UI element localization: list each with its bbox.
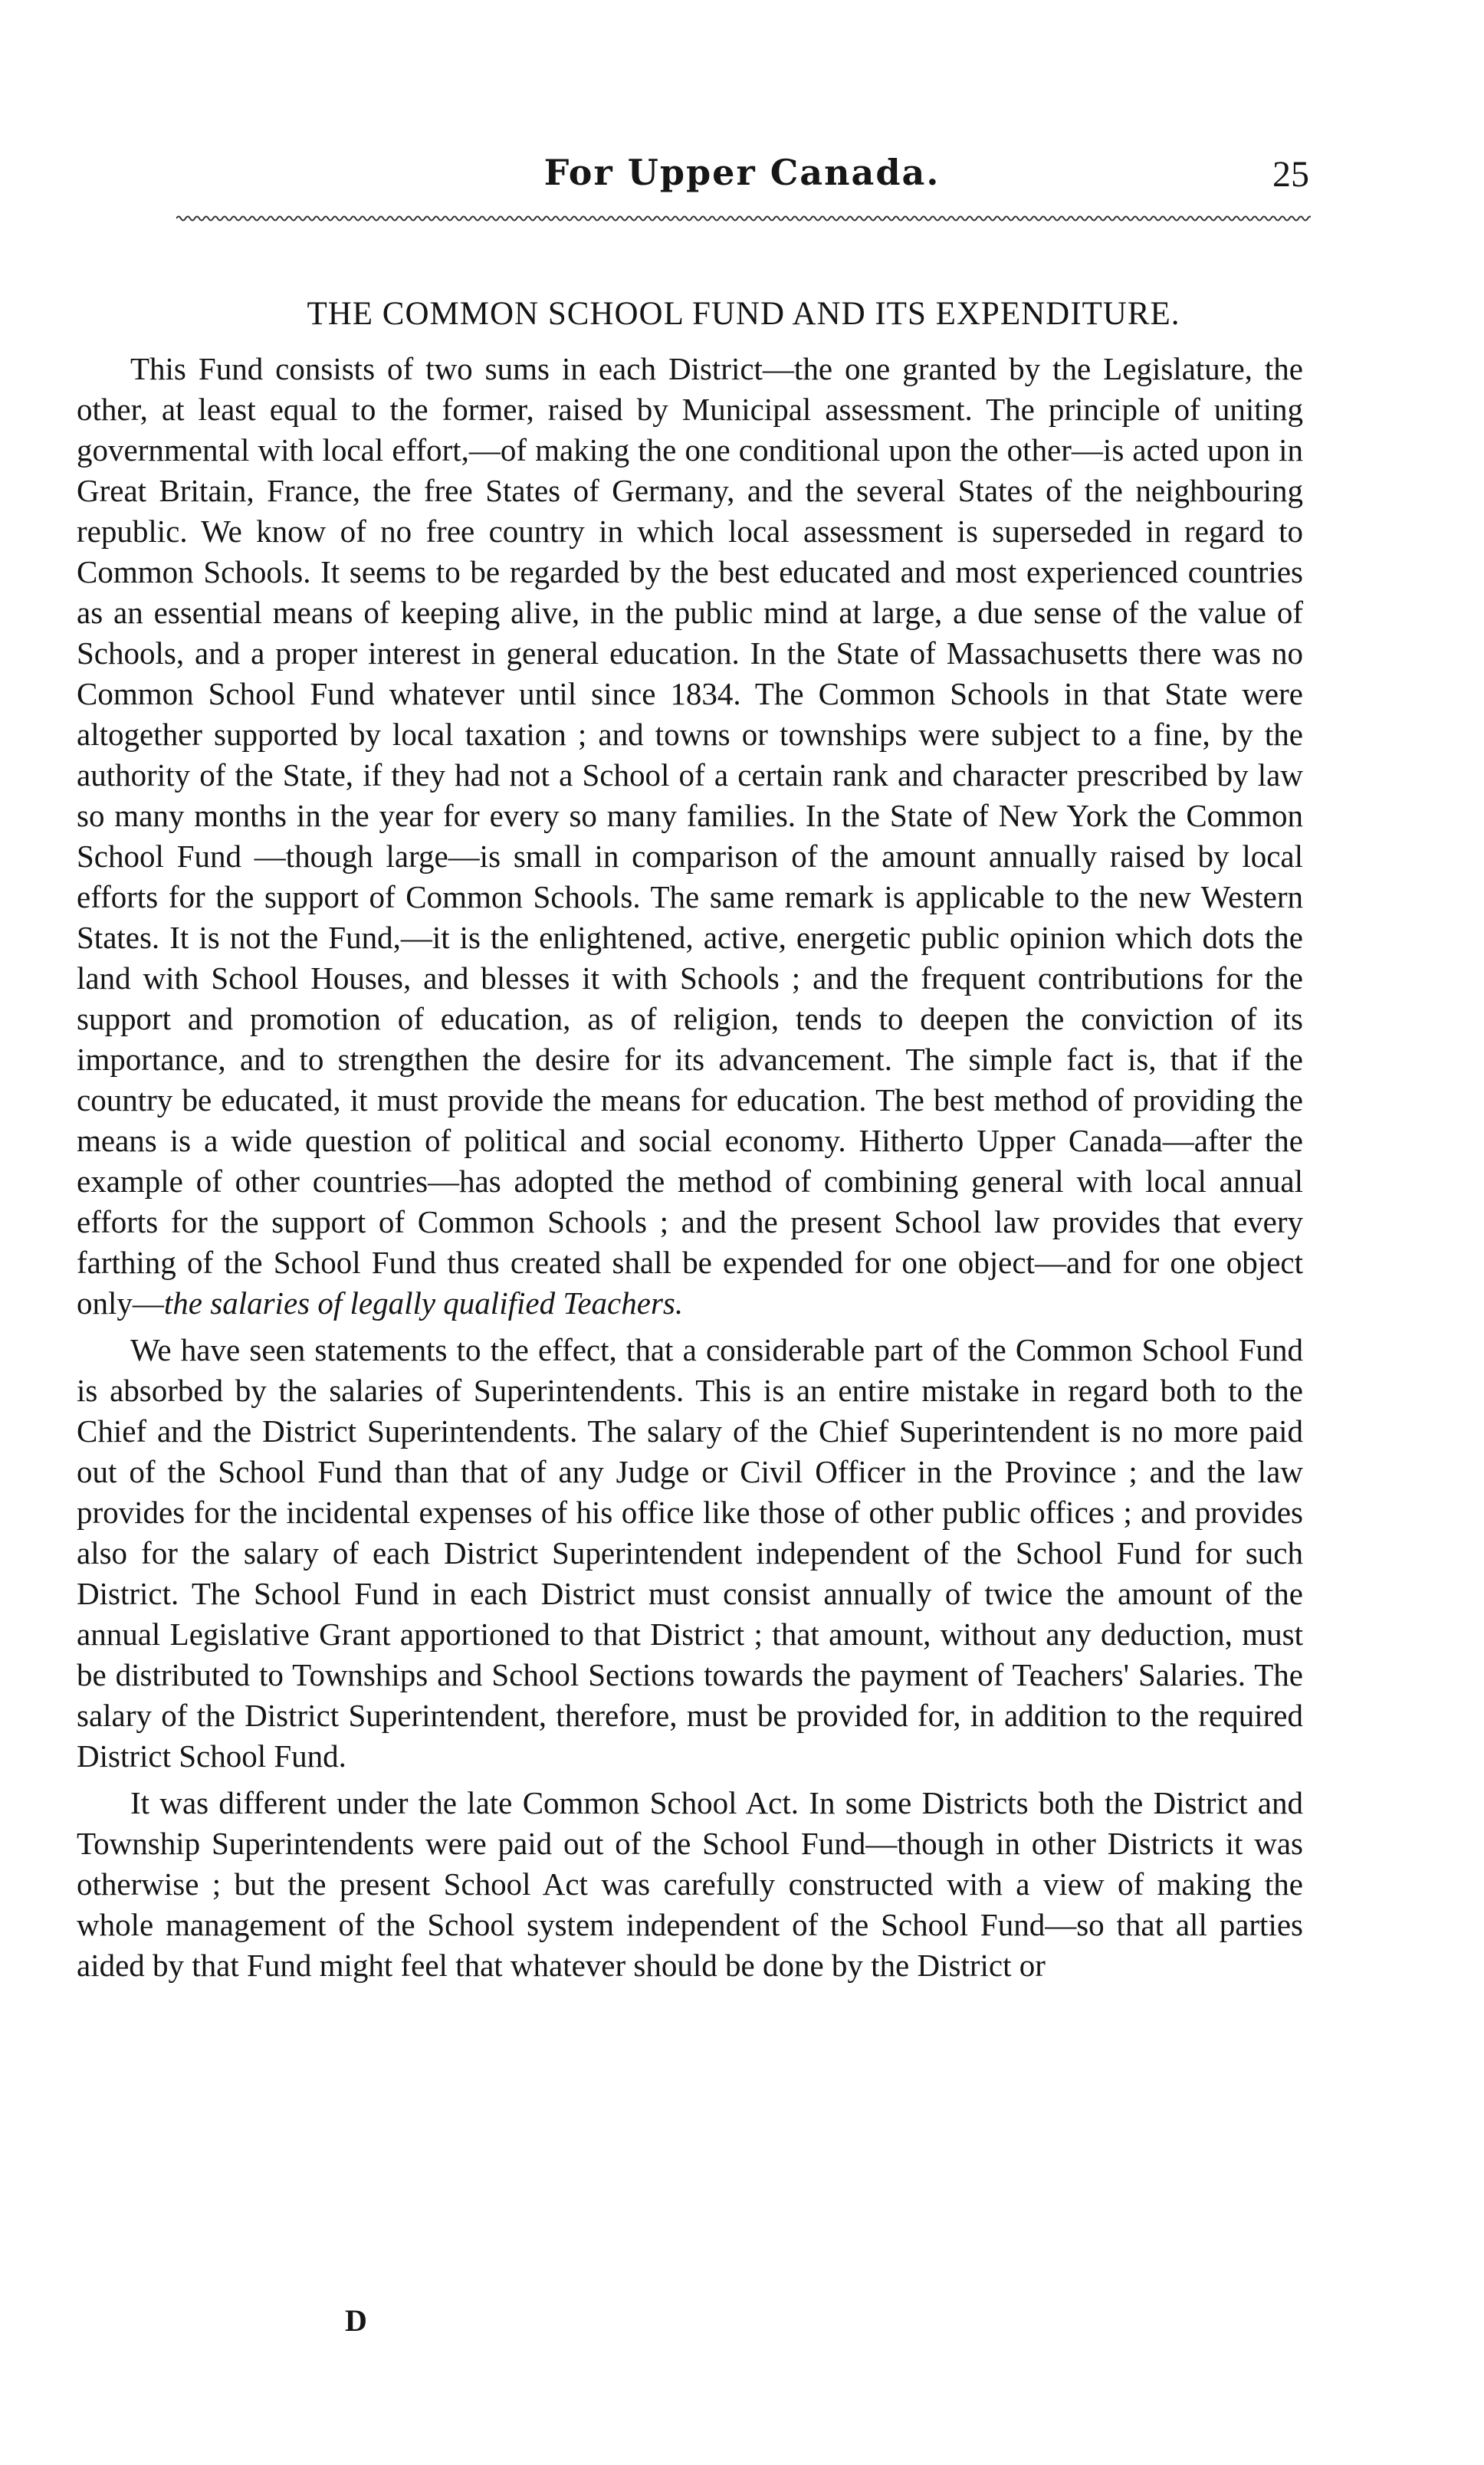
paragraph-1 xyxy=(77,349,1303,1324)
paragraph-2 xyxy=(77,1330,1303,1777)
paragraph-2-text: We have seen statements to the effect, that a considerable part of the Common School Fund is absorbed by the salaries of Superintendents. This is an entire mistake in regard both to the Chief and the District Superintendents. The salary of the Chief Superintendent is no more paid out of the School Fund than that of any Judge or Civil Officer in the Province ; and the law provides for the incidental expenses of his office like those of other public offices ; and provides also for the salary of each District Superintendent independent of the School Fund for such District. The School Fund in each District must consist annually of twice the amount of the annual Legislative Grant apportioned to that District ; that amount, without any deduction, must be distributed to Townships and School Sections towards the payment of Teachers' Salaries. The salary of the District Superintendent, therefore, must be provided for, in addition to the required District School Fund. xyxy=(77,1332,1303,1774)
section-title: THE COMMON SCHOOL FUND AND ITS EXPENDITURE. xyxy=(307,296,1180,332)
wavy-rule xyxy=(176,213,1311,224)
signature-mark: D xyxy=(345,2303,367,2338)
body-text xyxy=(77,349,1303,1992)
running-head xyxy=(0,152,1484,198)
paragraph-1-text: This Fund consists of two sums in each District—the one granted by the Legislature, the other, at least equal to the former, raised by Municipal assessment. The principle of uniting governmental with local effort,—of making the one conditional upon the other—is acted upon in Great Britain, France, the free States of Germany, and the several States of the neighbouring republic. We know of no free country in which local assessment is superseded in regard to Common Schools. It seems to be regarded by the best educated and most experienced countries as an essential means of keeping alive, in the public mind at large, a due sense of the value of Schools, and a proper interest in general education. In the State of Massachusetts there was no Common School Fund whatever until since 1834. The Common Schools in that State were altogether supported by local taxation ; and towns or townships were subject to a fine, by the authority of the State, if they had not a School of a certain rank and character prescribed by law so many months in the year for every so many families. In the State of New York the Common School Fund —though large—is small in comparison of the amount annually raised by local efforts for the support of Common Schools. The same remark is applicable to the new Western States. It is not the Fund,—it is the enlightened, active, energetic public opinion which dots the land with School Houses, and blesses it with Schools ; and the frequent contributions for the support and promotion of education, as of religion, tends to deepen the conviction of its importance, and to strengthen the desire for its advancement. The simple fact is, that if the country be educated, it must provide the means for education. The best method of providing the means is a wide question of political and social economy. Hitherto Upper Canada—after the example of other countries—has adopted the method of combining general with local annual efforts for the support of Common Schools ; and the present School law provides that every farthing of the School Fund thus created shall be expended for one object—and for one object only— xyxy=(77,351,1303,1321)
running-title: For Upper Canada. xyxy=(543,152,941,193)
page-number: 25 xyxy=(1272,154,1309,195)
paragraph-3-text: It was different under the late Common School Act. In some Districts both the District and Township Superintendents were paid out of the School Fund—though in other Districts it was otherwise ; but the present School Act was carefully constructed with a view of making the whole management of the School system independent of the School Fund—so that all parties aided by that Fund might feel that whatever should be done by the District or xyxy=(77,1785,1303,1983)
paragraph-3 xyxy=(77,1783,1303,1986)
paragraph-1-emphasis: the salaries of legally qualified Teachers. xyxy=(163,1285,684,1321)
